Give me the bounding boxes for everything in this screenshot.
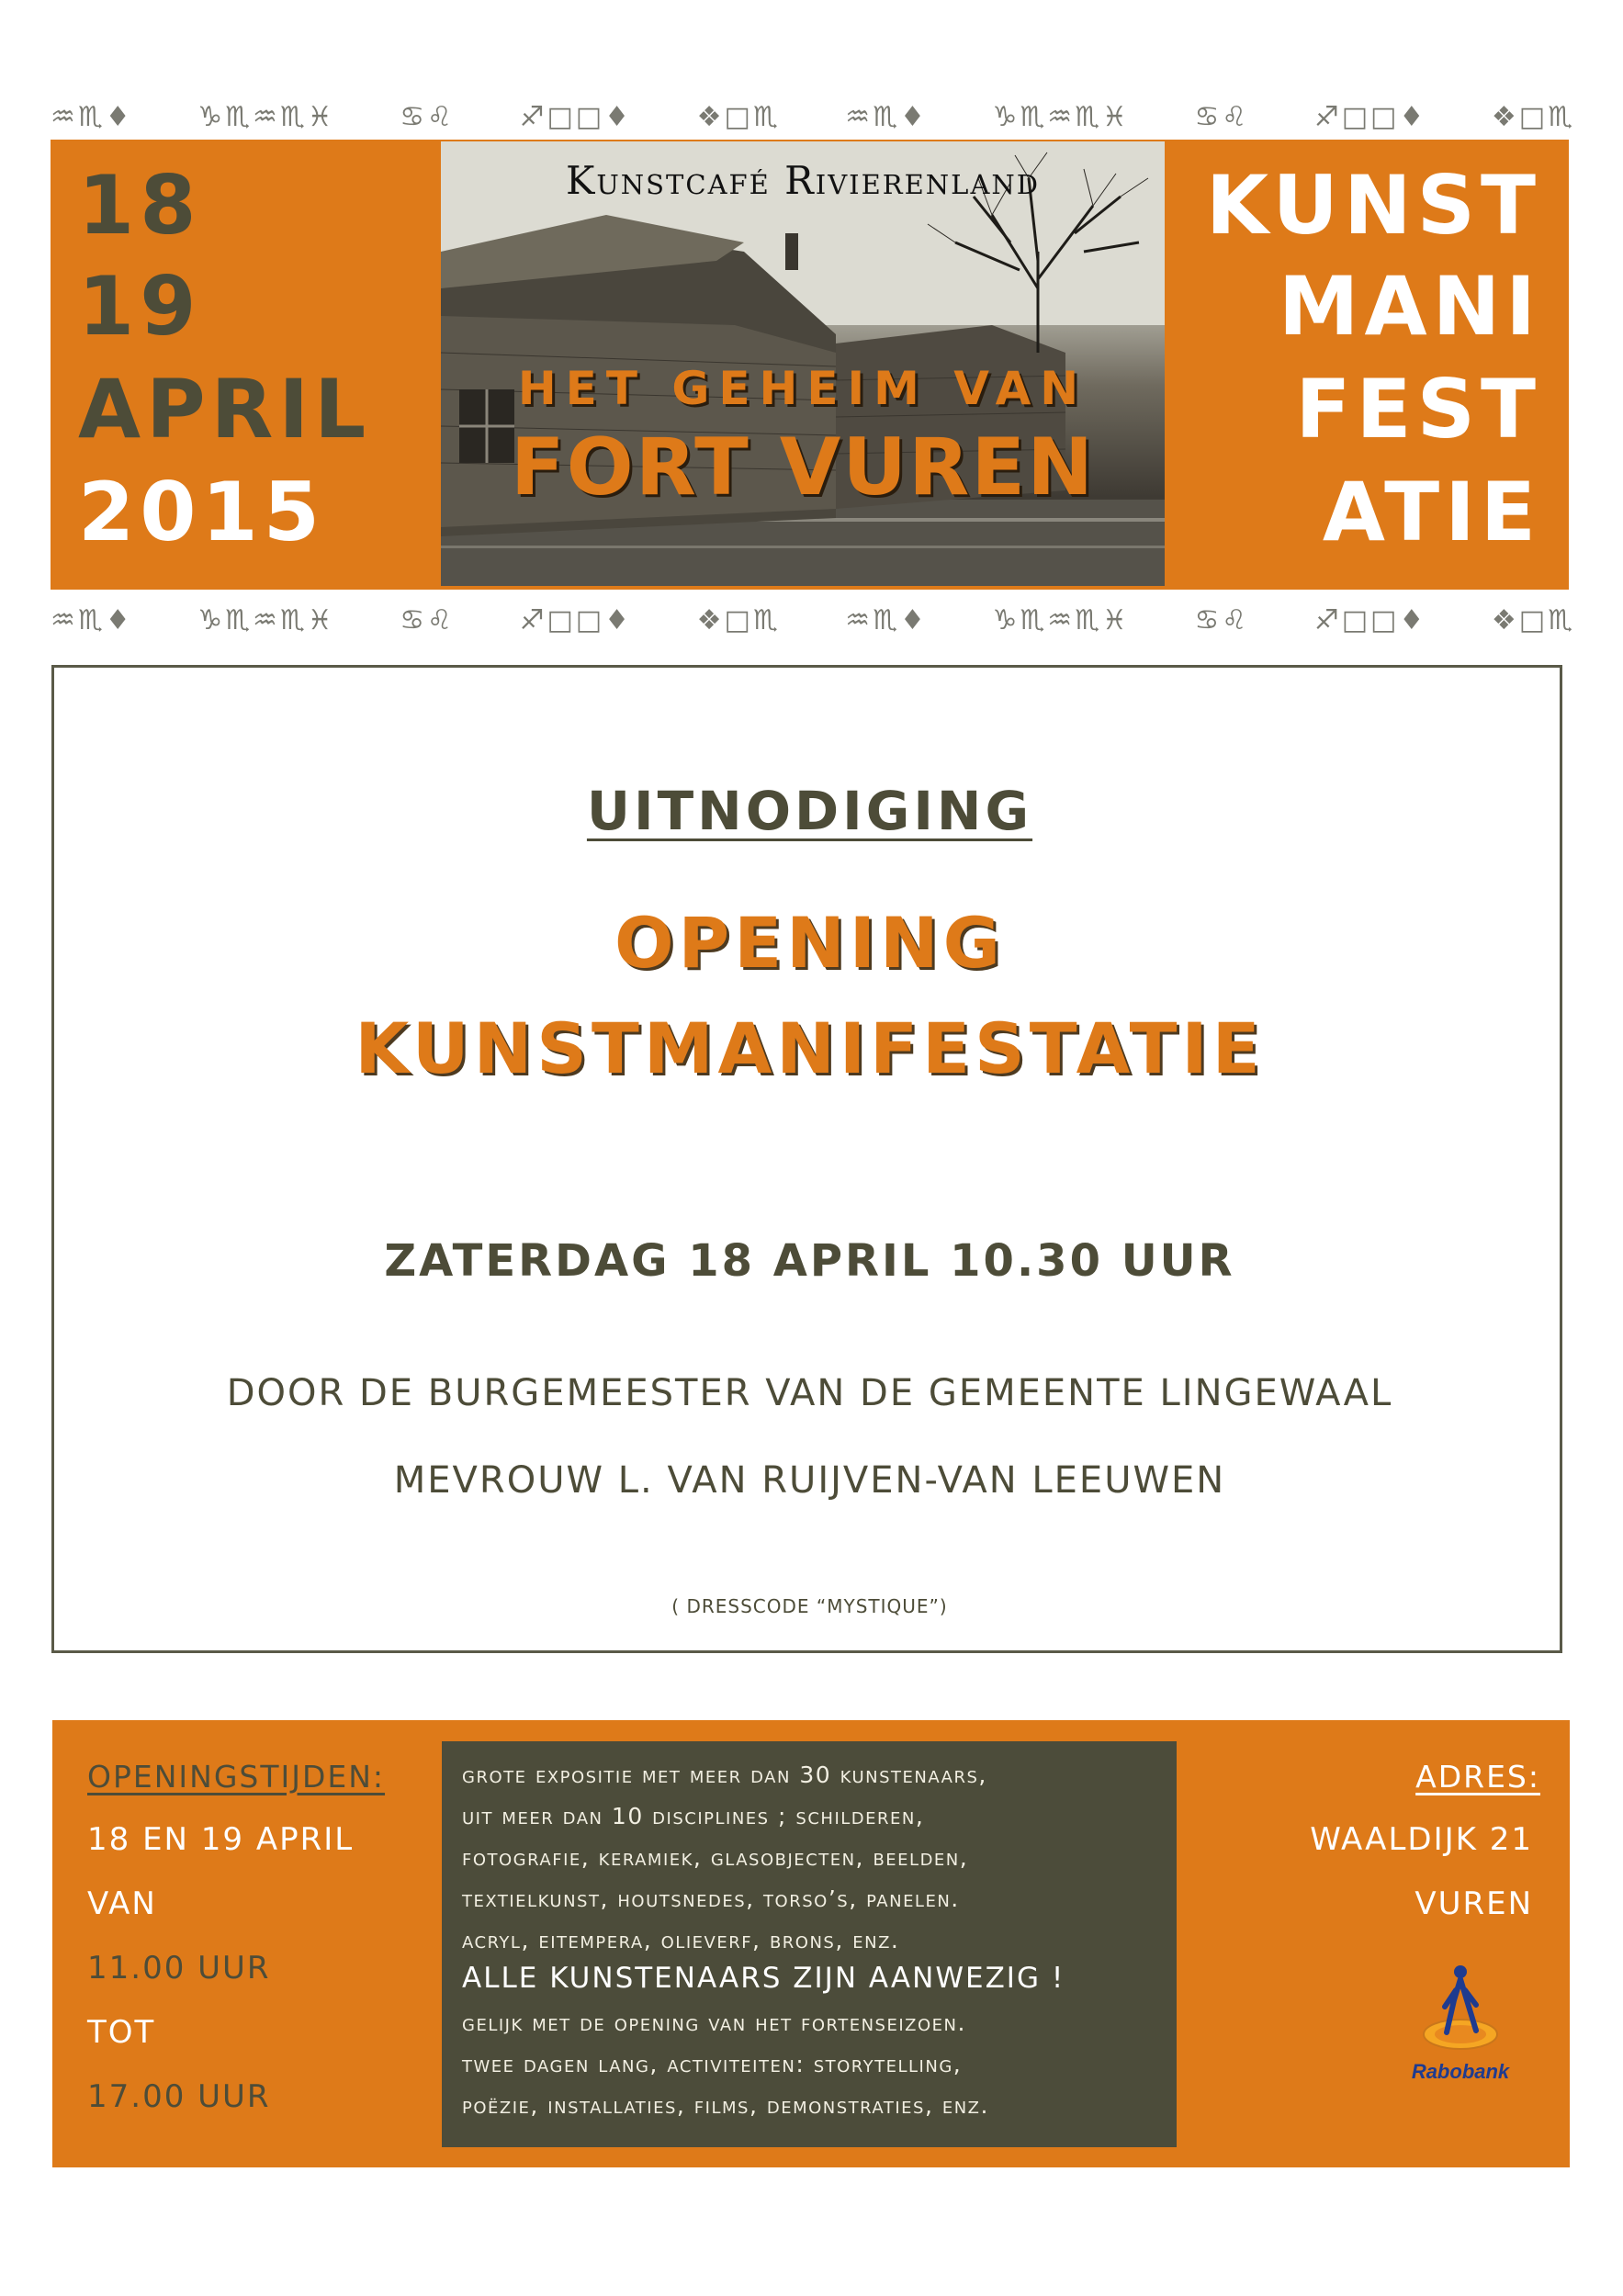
sponsor-name: Rabobank	[1411, 2060, 1510, 2083]
symbol-group: ❖□♏	[696, 604, 781, 636]
description-line: fotografie, keramiek, glasobjecten, beelden,	[462, 1844, 969, 1871]
description-line: grote expositie met meer dan 30 kunstenaars,	[462, 1761, 987, 1788]
info-section	[52, 1720, 1570, 2167]
dresscode-note: ( DRESSCODE “MYSTIQUE”)	[671, 1595, 948, 1617]
symbol-group: ♑♏♒♏♓	[197, 101, 335, 133]
decorative-symbols-bottom	[51, 604, 1575, 636]
to-time: 17.00 UUR	[87, 2078, 271, 2115]
symbol-group: ♐□□♦	[1313, 604, 1427, 636]
description-line: gelijk met de opening van het fortenseizoen.	[462, 2009, 966, 2036]
symbol-group: ♋♌	[400, 101, 456, 133]
symbol-group: ♒♏♦	[51, 604, 133, 636]
symbol-group: ♑♏♒♏♓	[992, 604, 1130, 636]
invitation-box	[51, 665, 1562, 1653]
symbol-group: ♋♌	[1194, 604, 1250, 636]
kunst-line-4: ATIE	[1322, 465, 1541, 559]
invitation-heading: UITNODIGING	[586, 780, 1033, 842]
from-time: 11.00 UUR	[87, 1950, 271, 1986]
symbol-group: ♐□□♦	[1313, 101, 1427, 133]
rabobank-logo	[1410, 1959, 1511, 2088]
opening-title-line-1: OPENING	[614, 902, 1006, 984]
date-year: 2015	[78, 465, 325, 559]
kunst-line-1: KUNST	[1205, 158, 1541, 253]
photo-main-title: FORT VUREN	[510, 422, 1096, 513]
symbol-group: ♒♏♦	[845, 101, 928, 133]
description-line: acryl, eitempera, olieverf, brons, enz.	[462, 1927, 900, 1953]
description-line: twee dagen lang, activiteiten: storytelling,	[462, 2051, 963, 2077]
symbol-group: ♒♏♦	[51, 101, 133, 133]
event-date-time: ZATERDAG 18 APRIL 10.30 UUR	[384, 1235, 1235, 1287]
kunst-line-3: FEST	[1295, 362, 1541, 456]
address-street: WAALDIJK 21	[1310, 1821, 1533, 1858]
description-line: poëzie, installaties, films, demonstraties, enz.	[462, 2092, 989, 2119]
photo-title: Kunstcafé Rivierenland	[565, 158, 1041, 203]
symbol-group: ♑♏♒♏♓	[197, 604, 335, 636]
decorative-symbols-top	[51, 101, 1575, 133]
symbol-group: ♒♏♦	[845, 604, 928, 636]
artists-present-highlight: ALLE KUNSTENAARS ZIJN AANWEZIG !	[462, 1962, 1065, 1995]
to-label: TOT	[87, 2014, 156, 2051]
symbol-group: ❖□♏	[1491, 101, 1575, 133]
date-day-1: 18	[78, 158, 202, 253]
host-line-2: MEVROUW L. VAN RUIJVEN-VAN LEEUWEN	[393, 1459, 1226, 1502]
symbol-group: ❖□♏	[1491, 604, 1575, 636]
rabobank-icon	[1410, 1959, 1511, 2060]
opening-hours-heading: OPENINGSTIJDEN:	[87, 1759, 386, 1795]
address-heading: ADRES:	[1415, 1759, 1540, 1795]
kunst-line-2: MANI	[1278, 259, 1541, 354]
header-banner	[51, 140, 1569, 590]
opening-title-line-2: KUNSTMANIFESTATIE	[355, 1007, 1265, 1089]
symbol-group: ♐□□♦	[519, 604, 633, 636]
from-label: VAN	[87, 1885, 157, 1922]
symbol-group: ❖□♏	[696, 101, 781, 133]
date-month: APRIL	[78, 362, 372, 456]
symbol-group: ♋♌	[1194, 101, 1250, 133]
host-line-1: DOOR DE BURGEMEESTER VAN DE GEMEENTE LINGEWAAL	[226, 1372, 1393, 1414]
fort-vuren-photo	[441, 141, 1165, 586]
address-city: VUREN	[1414, 1885, 1533, 1922]
opening-days: 18 EN 19 APRIL	[87, 1821, 355, 1858]
symbol-group: ♐□□♦	[519, 101, 633, 133]
photo-subtitle: HET GEHEIM VAN	[517, 362, 1088, 415]
description-line: uit meer dan 10 disciplines ; schilderen,	[462, 1803, 925, 1829]
symbol-group: ♋♌	[400, 604, 456, 636]
description-line: textielkunst, houtsnedes, torso’s, panelen.	[462, 1885, 960, 1912]
date-day-2: 19	[78, 259, 202, 354]
exhibition-description	[442, 1741, 1177, 2147]
symbol-group: ♑♏♒♏♓	[992, 101, 1130, 133]
